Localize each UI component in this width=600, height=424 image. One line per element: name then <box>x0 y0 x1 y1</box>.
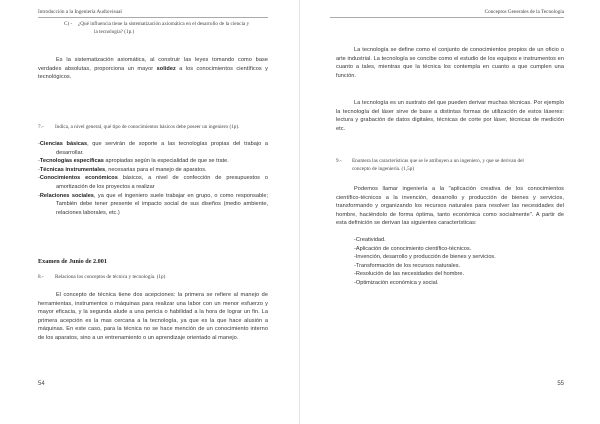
right-paragraph-3: Podemos llamar ingeniería a la "aplicación creativa de los conocimientos científico-técnicos a la invención, desarrollo y producción de bienes y servicios, transformando y organizando los recursos naturales para resolver las necesidades del hombre, haciéndolo de forma óptima, tanto económica como socialmente". A partir de esta definición se derivan las siguientes características: <box>336 186 564 227</box>
list-7-item <box>38 192 268 218</box>
list-7-dash: - <box>38 192 40 199</box>
list-7-item <box>38 140 268 157</box>
question-8-text: Relaciona los conceptos de técnica y tecnología. (1p) <box>55 274 166 280</box>
list-7-item-bold: Ciencias básicas <box>39 141 88 147</box>
question-6-line-2: la tecnología? (1p.) <box>94 28 135 35</box>
left-header-rule <box>38 17 268 18</box>
question-9-number: 9.- <box>336 158 342 164</box>
question-9-text <box>352 158 567 173</box>
question-6-text <box>78 21 278 36</box>
question-6-number: C) - <box>64 21 73 27</box>
list-7 <box>38 140 268 217</box>
right-page <box>300 0 600 424</box>
list-7-item-text: apropiadas según la especialidad de que se trate. <box>103 158 229 165</box>
right-running-header: Conceptos Generales de la Tecnología <box>484 9 564 15</box>
left-page-number: 54 <box>38 381 45 387</box>
left-running-header: Introducción a la Ingeniería Audiovisual <box>38 9 122 15</box>
list-9-item: -Invención, desarrollo y producción de bienes y servicios. <box>354 254 496 261</box>
answer-8-paragraph: El concepto de técnica tiene dos acepciones: la primera se refiere al manejo de herramientas, instrumentos o máquinas para realizar una labor con un menor esfuerzo y mayor eficacia, y la segunda alude a una pericia o habilidad a la hora de lograr un fin. La primera acepción es la mas cercana a la tecnología, ya que es la que hace alusión a máquinas. En este caso, para la técnica no se hace mención de un conocimiento interno de los aparatos, sino a un entrenamiento o un aprendizaje orientado al manejo. <box>38 292 268 341</box>
list-9-item: -Transformación de los recursos naturales. <box>354 262 461 269</box>
list-7-item-bold: Técnicas instrumentales <box>39 166 106 173</box>
list-7-item-continuation: a desarrollar. <box>56 141 268 156</box>
answer-6-bold: solidez <box>156 65 176 72</box>
list-7-item-text: , necesarias para el manejo de aparatos. <box>105 166 207 173</box>
list-7-item-text: básicos, a nivel de confección de presupuestos o <box>117 175 268 182</box>
list-7-item-text: , que servirán de soporte a las tecnologías propias del trabajo <box>87 141 262 147</box>
list-9-item: -Optimización económica y social. <box>354 279 439 286</box>
list-7-dash: - <box>38 166 40 173</box>
list-7-item <box>38 157 268 166</box>
list-9-item: -Aplicación de conocimiento científico-técnicos. <box>354 245 472 252</box>
question-7-number: 7.- <box>38 124 44 130</box>
right-paragraph-2: La tecnología es un sustrato del que pueden derivar muchas técnicas. Por ejemplo la tecnología del láser sirve de base a distintas formas de utilización de estos láseres: lectura y grabación de datos digitales, técnicas de corte por láser, técnicas de medición etc. <box>336 100 564 132</box>
question-8-number: 8.- <box>38 274 44 280</box>
question-9-line-1: Enumera las características que se le atribuyen a un ingeniero, y que se derivan del <box>352 158 524 164</box>
list-7-dash: - <box>38 158 40 165</box>
exam-title: Examen de Junio de 2.001 <box>38 258 107 265</box>
answer-6-pre: Es la sistematización axiomática, al construir las leyes tomando como base verdades absolutas, proporciona un mayor <box>38 57 268 72</box>
answer-6-paragraph <box>38 56 268 82</box>
answer-6-post: a los conocimientos científicos y tecnológicos. <box>38 65 269 81</box>
right-page-number: 55 <box>557 381 564 387</box>
list-7-item-continuation: responsable; También debe tener presente el impacto social de sus diseños (medio ambiente, relaciones laborales, etc.) <box>56 192 269 216</box>
right-paragraph-1: La tecnología se define como el conjunto de conocimientos propios de un oficio o arte industrial. La tecnología se concibe como el estudio de los equipos e instrumentos en cuanto a tales, mientras que la técnica los contempla en cuanto a que cumplen una función. <box>336 47 564 79</box>
list-7-dash: - <box>38 175 40 182</box>
list-7-item-continuation: amortización de los proyectos a realizar <box>56 183 155 190</box>
list-7-item-text: , ya que el ingeniero suele trabajar en grupo, o como <box>93 192 234 199</box>
list-9-item: -Resolución de las necesidades del hombre. <box>354 271 465 278</box>
question-9-line-2: concepto de ingeniería. (1,5p) <box>352 165 415 172</box>
list-7-item-bold: Conocimientos económicos <box>39 175 118 182</box>
list-7-item-bold: Tecnologías específicas <box>39 158 104 165</box>
list-7-dash: - <box>38 141 40 147</box>
question-6-line-1: ¿Qué influencia tiene la sistematización axiomática en el desarrollo de la ciencia y <box>78 21 250 27</box>
list-7-item-bold: Relaciones sociales <box>39 192 94 199</box>
list-7-item <box>38 174 268 191</box>
question-7-text: Indica, a nivel general, qué tipo de conocimientos básicos debe poseer un ingeniero (1p). <box>55 124 240 130</box>
list-9 <box>354 236 564 288</box>
list-9-item: -Creatividad. <box>354 237 386 243</box>
right-header-rule <box>330 17 564 18</box>
list-7-item <box>38 166 268 175</box>
